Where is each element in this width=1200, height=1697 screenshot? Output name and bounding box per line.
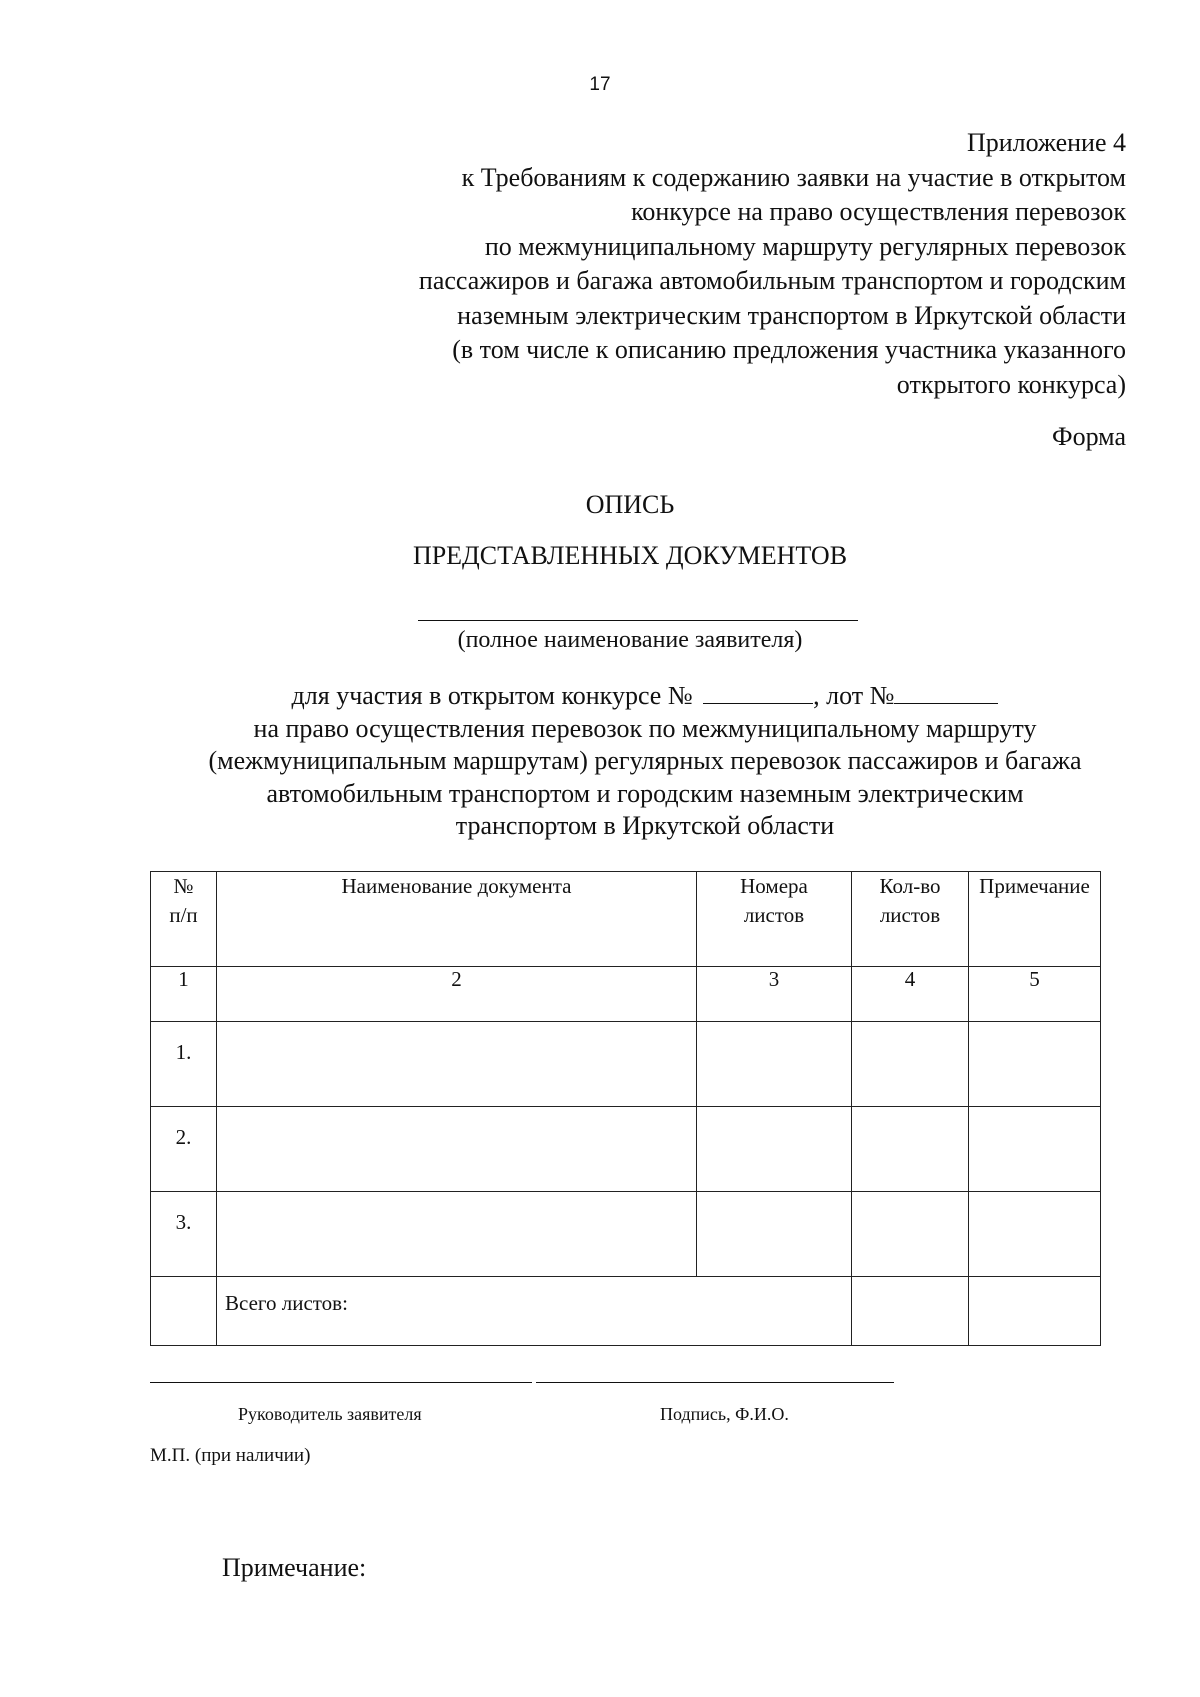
column-number: 2 (217, 967, 697, 1022)
appendix-line: открытого конкурса) (896, 369, 1126, 399)
header-num-line: п/п (169, 903, 198, 927)
column-number: 3 (697, 967, 852, 1022)
header-num-line: № (173, 874, 194, 898)
table-row (151, 1107, 1101, 1192)
head-caption: Руководитель заявителя (238, 1404, 422, 1424)
document-subtitle: ПРЕДСТАВЛЕННЫХ ДОКУМЕНТОВ (412, 541, 848, 570)
header-sheet-count-line: Кол-во (879, 874, 941, 898)
total-label: Всего листов: (217, 1277, 852, 1346)
header-sheet-numbers (697, 872, 852, 967)
stamp-note: М.П. (при наличии) (150, 1445, 311, 1466)
appendix-line: Приложение 4 (966, 128, 1126, 157)
appendix-line: конкурсе на право осуществления перевозок (631, 197, 1126, 226)
participation-line: (межмуниципальным маршрутам) регулярных перевозок пассажиров и багажа (208, 746, 1082, 775)
header-sheet-count (852, 872, 969, 967)
note-cell[interactable] (969, 1107, 1101, 1192)
contest-number-blank[interactable] (703, 681, 813, 704)
note-cell[interactable] (969, 1022, 1101, 1107)
row-number: 2. (151, 1107, 217, 1192)
appendix-line: пассажиров и багажа автомобильным транспортом и городским (418, 266, 1126, 295)
lot-prefix: , лот № (813, 681, 895, 710)
total-count-cell[interactable] (852, 1277, 969, 1346)
column-numbers-row (151, 967, 1101, 1022)
sheet-count-cell[interactable] (852, 1192, 969, 1277)
note-label: Примечание: (222, 1553, 367, 1582)
contest-line (150, 680, 1140, 713)
page-number: 17 (589, 74, 611, 95)
participation-line: транспортом в Иркутской области (455, 811, 835, 840)
form-label: Форма (1052, 422, 1126, 451)
total-row (151, 1277, 1101, 1346)
applicant-name-line[interactable] (418, 620, 858, 621)
column-number: 1 (151, 967, 217, 1022)
note-cell[interactable] (969, 1192, 1101, 1277)
header-note: Примечание (969, 872, 1101, 967)
document-title: ОПИСЬ (585, 490, 675, 519)
sheet-numbers-cell[interactable] (697, 1192, 852, 1277)
column-number: 5 (969, 967, 1101, 1022)
head-signature-line[interactable] (150, 1382, 532, 1383)
doc-name-cell[interactable] (217, 1192, 697, 1277)
header-num (151, 872, 217, 967)
signature-name-line[interactable] (536, 1382, 894, 1383)
participation-line: на право осуществления перевозок по межмуниципальному маршруту (253, 713, 1037, 743)
appendix-header (226, 126, 1126, 402)
appendix-line: по межмуниципальному маршруту регулярных перевозок (484, 231, 1126, 261)
participation-line: автомобильным транспортом и городским наземным электрическим (266, 778, 1024, 808)
sheet-numbers-cell[interactable] (697, 1107, 852, 1192)
participation-text (150, 680, 1140, 843)
doc-name-cell[interactable] (217, 1022, 697, 1107)
row-number: 1. (151, 1022, 217, 1107)
appendix-line: (в том числе к описанию предложения участника указанного (452, 335, 1126, 364)
contest-prefix: для участия в открытом конкурсе № (291, 681, 693, 710)
documents-table (150, 871, 1101, 1346)
header-doc-name: Наименование документа (217, 872, 697, 967)
applicant-caption: (полное наименование заявителя) (457, 627, 803, 653)
signature-caption: Подпись, Ф.И.О. (660, 1404, 789, 1424)
sheet-count-cell[interactable] (852, 1107, 969, 1192)
sheet-numbers-cell[interactable] (697, 1022, 852, 1107)
lot-number-blank[interactable] (894, 681, 998, 704)
appendix-line: наземным электрическим транспортом в Иркутской области (457, 300, 1126, 330)
total-note-cell[interactable] (969, 1277, 1101, 1346)
appendix-line: к Требованиям к содержанию заявки на участие в открытом (461, 162, 1126, 192)
column-number: 4 (852, 967, 969, 1022)
table-row (151, 1192, 1101, 1277)
row-number: 3. (151, 1192, 217, 1277)
doc-name-cell[interactable] (217, 1107, 697, 1192)
total-num-cell (151, 1277, 217, 1346)
table-row (151, 1022, 1101, 1107)
sheet-count-cell[interactable] (852, 1022, 969, 1107)
header-sheet-count-line: листов (879, 903, 941, 927)
table-header-row (151, 872, 1101, 967)
header-sheet-numbers-line: листов (743, 903, 805, 927)
header-sheet-numbers-line: Номера (740, 874, 808, 898)
